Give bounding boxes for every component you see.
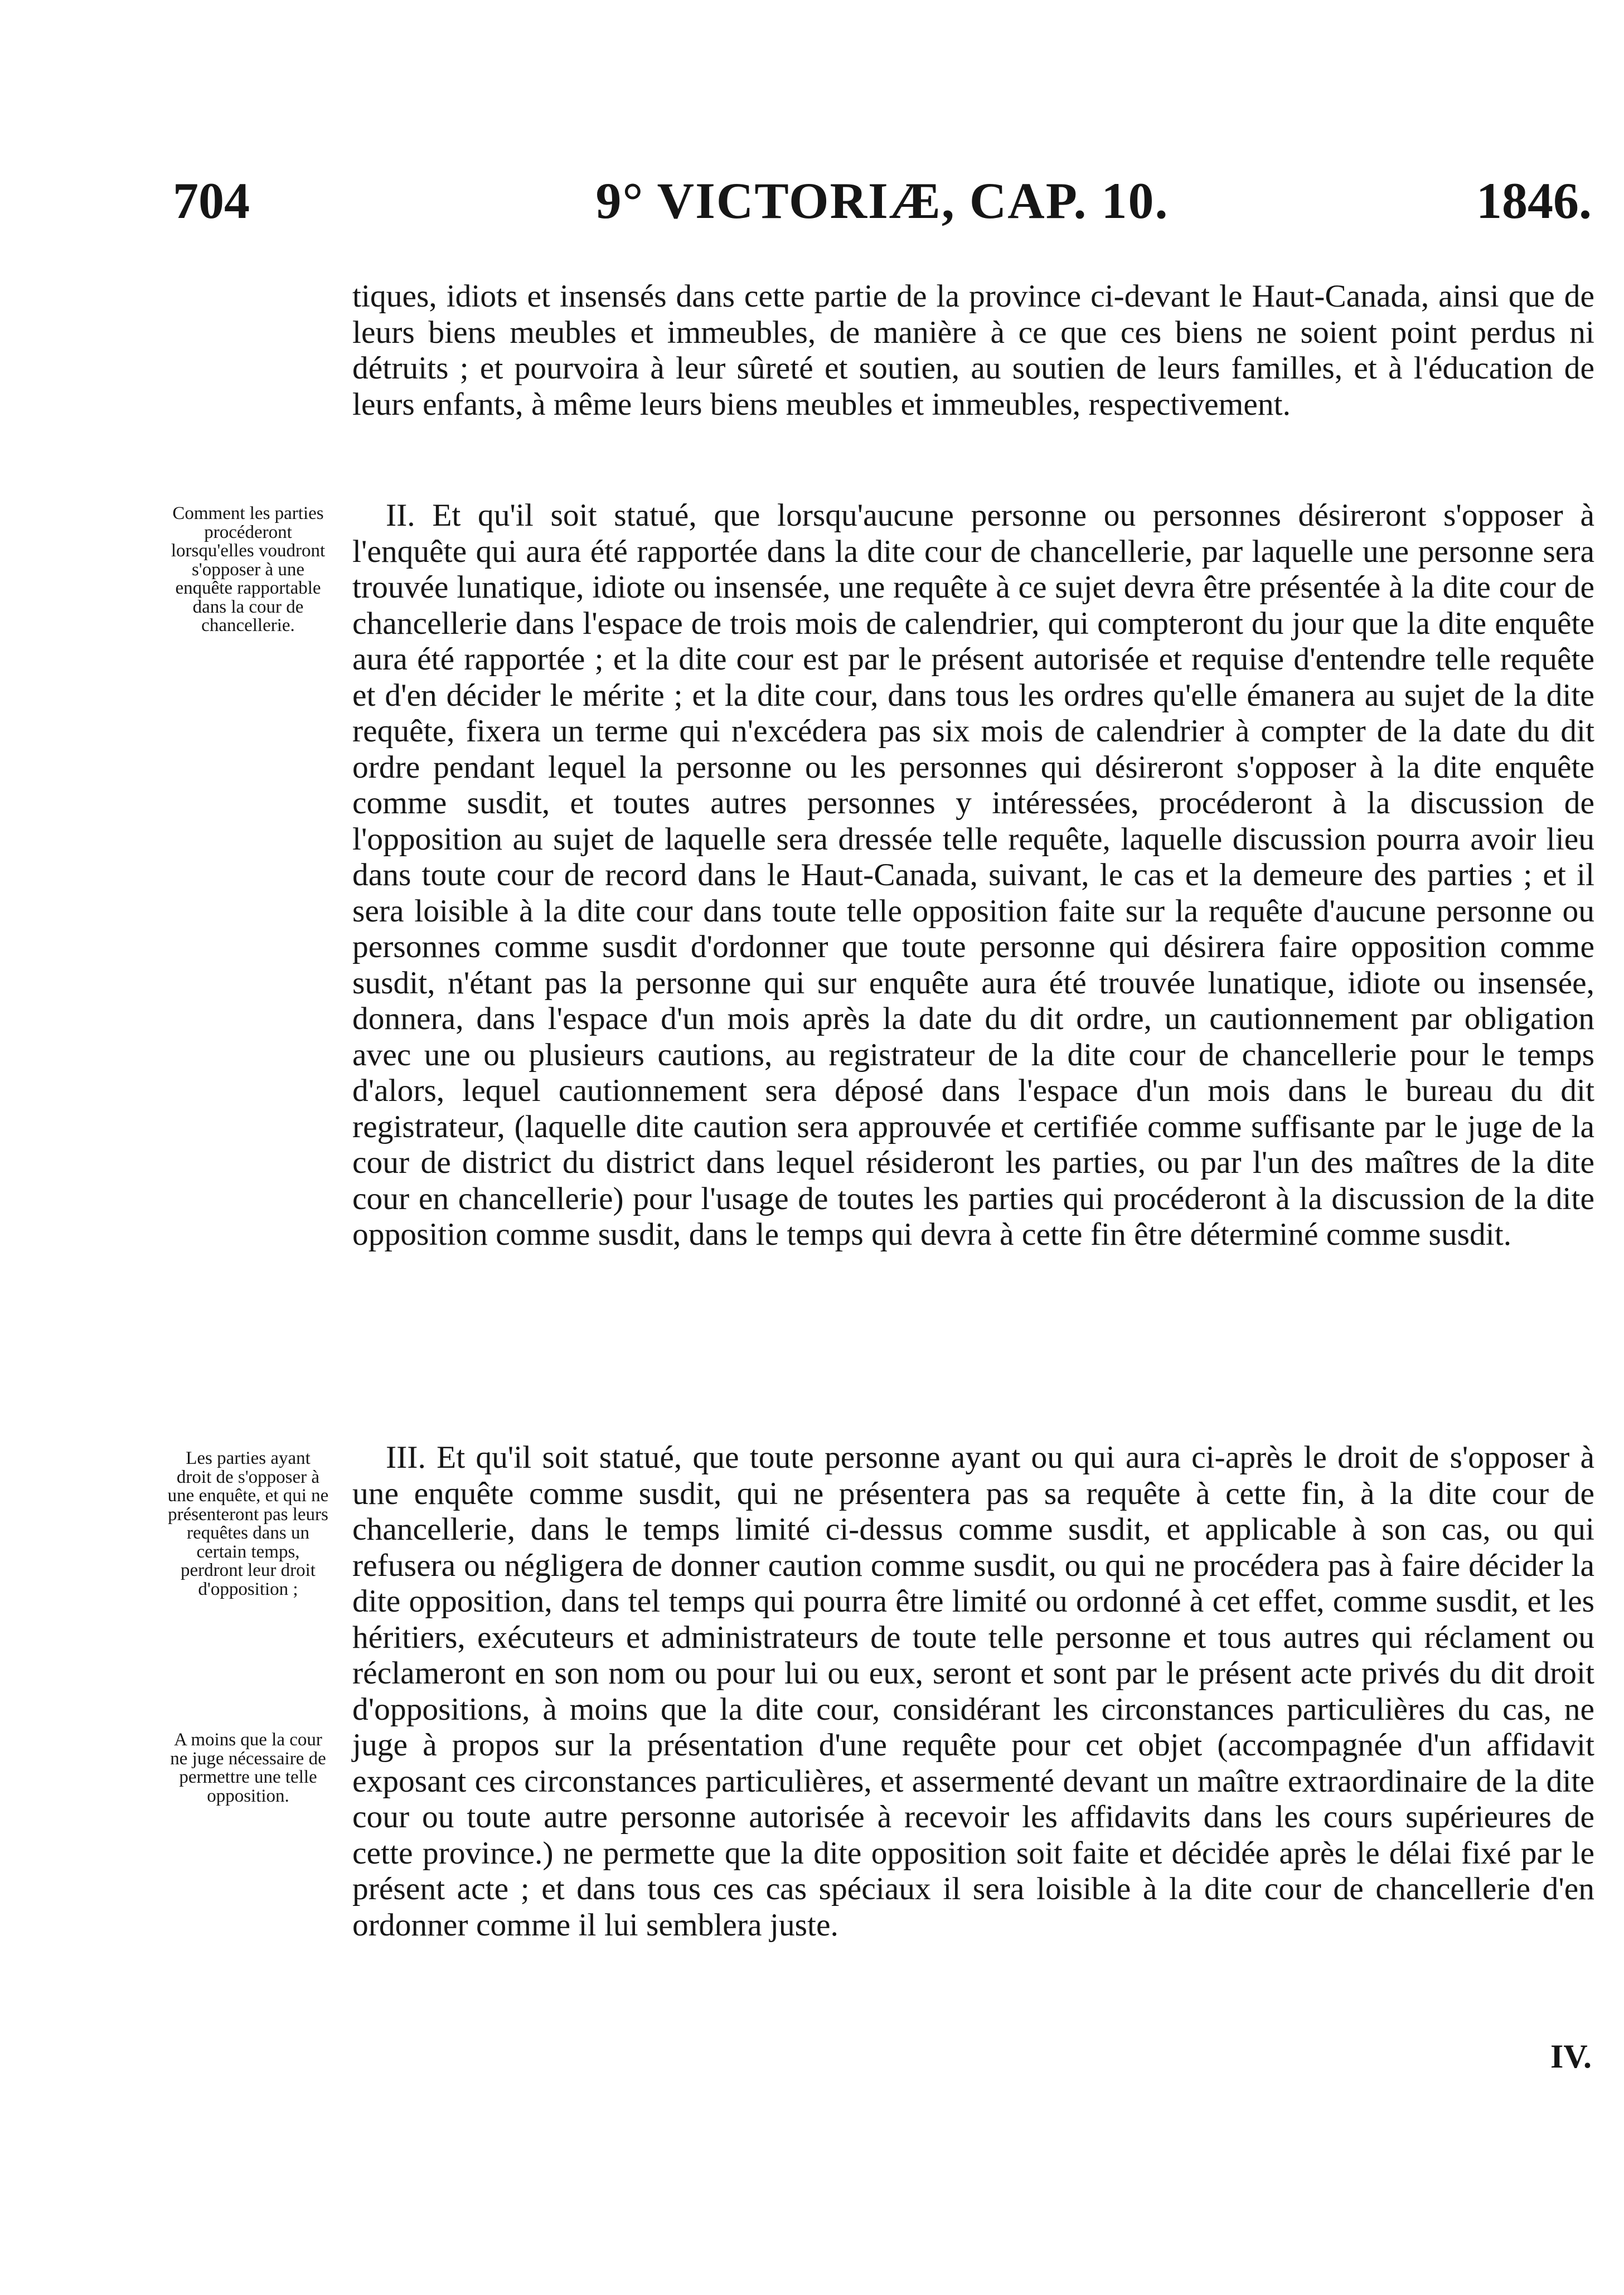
- running-title: 9° VICTORIÆ, CAP. 10.: [595, 172, 1169, 229]
- margin-note-section-3-a: Les parties ayant droit de s'opposer à une enquête, et qui ne présenteront pas leurs requêtes dans un certain temps, perdront leur droit d'opposition ;: [167, 1448, 329, 1599]
- section-2-number: II.: [386, 498, 415, 533]
- section-2: [352, 498, 1594, 1253]
- page-header: [173, 170, 1592, 231]
- section-3-number: III.: [386, 1440, 426, 1475]
- section-3-text: Et qu'il soit statué, que toute personne ayant ou qui aura ci-après le droit de s'opposer à une enquête comme susdit, qui ne présentera pas sa requête à cette fin, à la dite cour de chancellerie, dans le temps limité ci-dessus comme susdit, et applicable à son cas, ou qui refusera ou négligera de donner caution comme susdit, ou qui ne procédera pas à faire décider la dite opposition, dans tel temps qui pourra être limité ou ordonné à cet effet, comme susdit, et les héritiers, exécuteurs et administrateurs de toute telle personne et tous autres qui réclament ou réclameront en son nom ou pour lui ou eux, seront et sont par le présent acte privés du dit droit d'oppositions, à moins que la dite cour, considérant les circonstances particulières du cas, ne juge à propos sur la présentation d'une requête pour cet objet (accompagnée d'un affidavit exposant ces circonstances particulières, et assermenté devant un maître extraordinaire de la dite cour ou toute autre personne autorisée à recevoir les affidavits dans les cours supérieures de cette province.) ne permette que la dite opposition soit faite et décidée après le délai fixé par le présent acte ; et dans tous ces cas spéciaux il sera loisible à la dite cour de chancellerie d'en ordonner comme il lui semblera juste.: [352, 1440, 1595, 1943]
- page-number: 704: [173, 172, 250, 229]
- section-3: [352, 1440, 1594, 1943]
- continuation-paragraph: tiques, idiots et insensés dans cette partie de la province ci-devant le Haut-Canada, ainsi que de leurs biens meubles et immeubles, de manière à ce que ces biens ne soient point perdus ni détruits ; et pourvoira à leur sûreté et soutien, au soutien de leurs familles, et à l'éducation de leurs enfants, à même leurs biens meubles et immeubles, respectivement.: [352, 279, 1594, 422]
- section-2-paragraph: [352, 498, 1594, 1253]
- catch-word: IV.: [1550, 2038, 1592, 2075]
- section-3-paragraph: [352, 1440, 1594, 1943]
- section-2-text: Et qu'il soit statué, que lorsqu'aucune personne ou personnes désireront s'opposer à l'enquête qui aura été rapportée dans la dite cour de chancellerie, par laquelle une personne sera trouvée lunatique, idiote ou insensée, une requête à ce sujet devra être présentée à la dite cour de chancellerie dans l'espace de trois mois de calendrier, qui compteront du jour que la dite enquête aura été rapportée ; et la dite cour est par le présent autorisée et requise d'entendre telle requête et d'en décider le mérite ; et la dite cour, dans tous les ordres qu'elle émanera au sujet de la dite requête, fixera un terme qui n'excédera pas six mois de calendrier à compter de la date du dit ordre pendant lequel la personne ou les personnes qui désireront s'opposer à la dite enquête comme susdit, et toutes autres personnes y intéressées, procéderont à la discussion de l'opposition au sujet de laquelle sera dressée telle requête, laquelle discussion pourra avoir lieu dans toute cour de record dans le Haut-Canada, suivant, le cas et la demeure des parties ; et il sera loisible à la dite cour dans toute telle opposition faite sur la requête d'aucune personne ou personnes comme susdit d'ordonner que toute personne qui désirera faire opposition comme susdit, n'étant pas la personne qui sur enquête aura été trouvée lunatique, idiote ou insensée, donnera, dans l'espace d'un mois après la date du dit ordre, un cautionnement par obligation avec une ou plusieurs cautions, au registrateur de la dite cour de chancellerie pour le temps d'alors, lequel cautionnement sera déposé dans l'espace d'un mois dans le bureau du dit registrateur, (laquelle dite caution sera approuvée et certifiée comme suffisante par le juge de la cour de district du district dans lequel résideront les parties, ou par l'un des maîtres de la dite cour en chancellerie) pour l'usage de toutes les parties qui procéderont à la discussion de la dite opposition comme susdit, dans le temps qui devra à cette fin être déterminé comme susdit.: [352, 498, 1594, 1252]
- header-year: 1846.: [1476, 172, 1592, 229]
- margin-note-section-2: Comment les parties procéderont lorsqu'elles voudront s'opposer à une enquête rapportable dans la cour de chancellerie.: [171, 503, 326, 635]
- continuation-paragraph-block: [352, 279, 1594, 423]
- margin-note-section-3-b: A moins que la cour ne juge nécessaire de permettre une telle opposition.: [170, 1730, 326, 1806]
